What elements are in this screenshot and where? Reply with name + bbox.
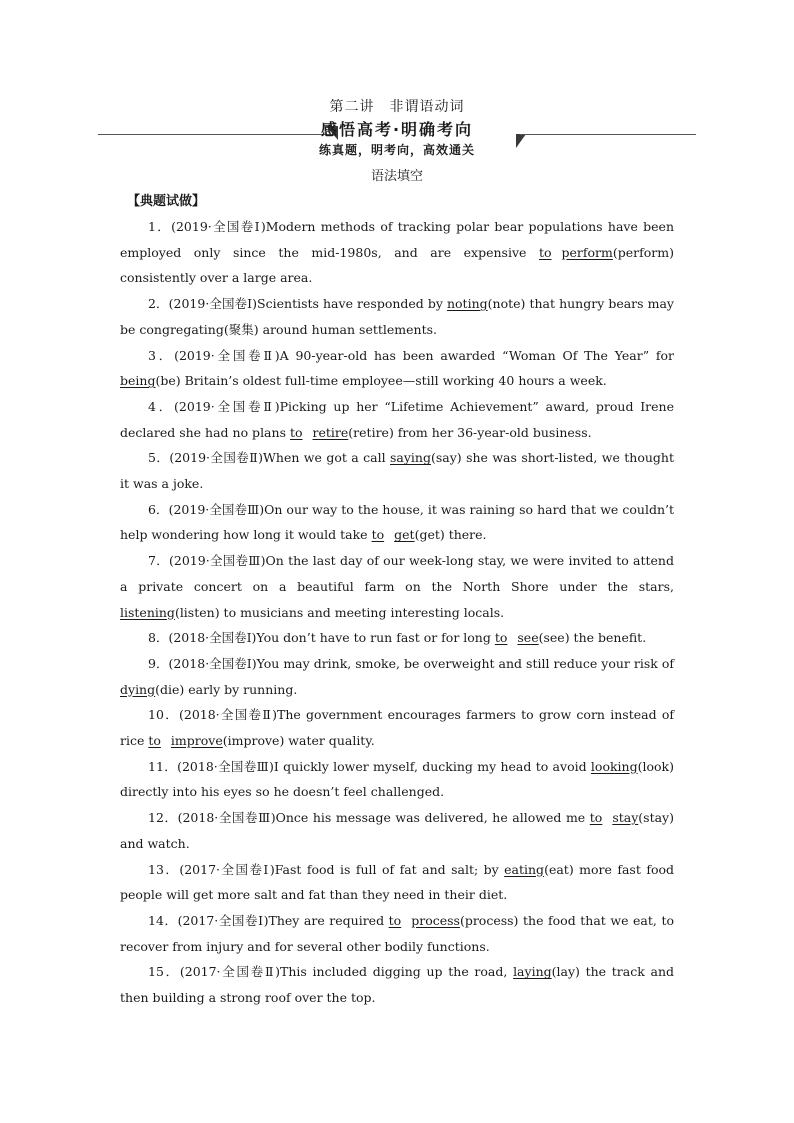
question-prefix: 7．(2019·全国卷Ⅲ)On the last day of our week-long stay, we were invited to attend a private concert on a beautiful farm on the North Shore under the stars,: [120, 553, 674, 594]
answer-part-a: to: [538, 244, 552, 260]
question-suffix: (improve) water quality.: [222, 733, 375, 749]
answer-part-b: get: [394, 527, 415, 543]
question-prefix: 14．(2017·全国卷Ⅰ)They are required: [148, 912, 389, 928]
question-item: [120, 625, 674, 651]
question-item: [120, 343, 674, 394]
answer-part-a: to: [494, 630, 508, 646]
question-item: [120, 754, 674, 805]
question-prefix: 13．(2017·全国卷Ⅰ)Fast food is full of fat and salt; by: [148, 861, 505, 877]
question-suffix: (note) that hungry bears may be congregating(聚集) around human settlements.: [120, 296, 674, 337]
answer-part-a: to: [589, 810, 603, 826]
answer: being: [120, 373, 156, 389]
question-prefix: 3．(2019·全国卷Ⅱ)A 90-year-old has been awarded “Woman Of The Year” for: [148, 347, 674, 363]
question-item: [120, 394, 674, 445]
answer: laying: [513, 964, 552, 980]
question-suffix: (say) she was short-listed, we thought it was a joke.: [120, 450, 674, 492]
section-title: 语法填空: [370, 169, 423, 184]
question-prefix: 8．(2018·全国卷Ⅰ)You don’t have to run fast or for long: [148, 630, 495, 646]
question-prefix: 1．(2019·全国卷Ⅰ)Modern methods of tracking polar bear populations have been employed only since the mid-1980s, and are expensive: [120, 219, 674, 260]
answer: saying: [390, 450, 431, 466]
answer-part-b: improve: [170, 733, 223, 749]
question-suffix: (stay) and watch.: [120, 810, 674, 851]
subsection-label: 【典题试做】: [127, 194, 206, 209]
answer: eating: [504, 861, 545, 877]
question-item: [120, 908, 674, 959]
question-prefix: 10．(2018·全国卷Ⅱ)The government encourages farmers to grow corn instead of rice: [120, 707, 674, 749]
question-prefix: 9．(2018·全国卷Ⅰ)You may drink, smoke, be overweight and still reduce your risk of: [148, 655, 674, 671]
question-item: [120, 702, 674, 753]
question-item: [120, 497, 674, 548]
question-suffix: (retire) from her 36-year-old business.: [348, 424, 592, 440]
answer-part-b: process: [411, 912, 460, 928]
answer-part-a: to: [148, 733, 161, 749]
answer-part-a: to: [371, 527, 385, 543]
question-suffix: (see) the benefit.: [538, 630, 647, 646]
question-suffix: (look) directly into his eyes so he doesn’t feel challenged.: [120, 758, 674, 800]
question-prefix: 2．(2019·全国卷Ⅰ)Scientists have responded by: [148, 296, 447, 312]
question-item: [120, 214, 674, 291]
banner-rule-right: [520, 134, 696, 135]
lecture-title: 第二讲 非谓语动词: [329, 99, 465, 115]
banner-wedge-right: [516, 134, 526, 148]
banner: [0, 120, 794, 164]
question-suffix: (eat) more fast food people will get more salt and fat than they need in their diet.: [120, 861, 674, 903]
question-suffix: (die) early by running.: [155, 681, 298, 697]
question-prefix: 5．(2019·全国卷Ⅱ)When we got a call: [148, 450, 390, 466]
banner-main-text: 感悟高考·明确考向: [320, 120, 474, 139]
answer: looking: [590, 758, 638, 774]
answer: listening: [120, 604, 175, 620]
question-item: [120, 445, 674, 496]
question-item: [120, 291, 674, 342]
question-item: [120, 651, 674, 702]
question-item: [120, 548, 674, 625]
answer: noting: [446, 296, 488, 312]
answer: dying: [120, 681, 156, 697]
question-prefix: 12．(2018·全国卷Ⅲ)Once his message was delivered, he allowed me: [148, 810, 590, 826]
question-suffix: (lay) the track and then building a strong roof over the top.: [120, 964, 674, 1006]
question-item: [120, 857, 674, 908]
answer-part-b: perform: [561, 244, 613, 260]
question-prefix: 15．(2017·全国卷Ⅱ)This included digging up the road,: [148, 964, 514, 980]
answer-part-a: to: [388, 912, 402, 928]
question-item: [120, 959, 674, 1010]
question-item: [120, 805, 674, 856]
banner-sub-text: 练真题，明考向，高效通关: [318, 143, 475, 157]
answer-part-b: retire: [312, 424, 349, 440]
question-suffix: (be) Britain’s oldest full-time employee—still working 40 hours a week.: [155, 373, 607, 389]
question-suffix: (process) the food that we eat, to recover from injury and for several other bodily functions.: [120, 912, 674, 954]
question-prefix: 11．(2018·全国卷Ⅲ)I quickly lower myself, ducking my head to avoid: [148, 758, 591, 774]
answer-part-b: stay: [612, 810, 639, 826]
question-suffix: (listen) to musicians and meeting interesting locals.: [174, 604, 505, 620]
question-suffix: (get) there.: [414, 527, 487, 543]
answer-part-a: to: [289, 424, 303, 440]
question-list: [120, 214, 674, 1011]
question-prefix: 6．(2019·全国卷Ⅲ)On our way to the house, it was raining so hard that we couldn’t help wondering how long it would take: [120, 501, 674, 543]
question-suffix: (perform) consistently over a large area.: [120, 244, 674, 286]
question-prefix: 4．(2019·全国卷Ⅱ)Picking up her “Lifetime Achievement” award, proud Irene declared she had no plans: [120, 398, 674, 440]
answer-part-b: see: [517, 630, 539, 646]
